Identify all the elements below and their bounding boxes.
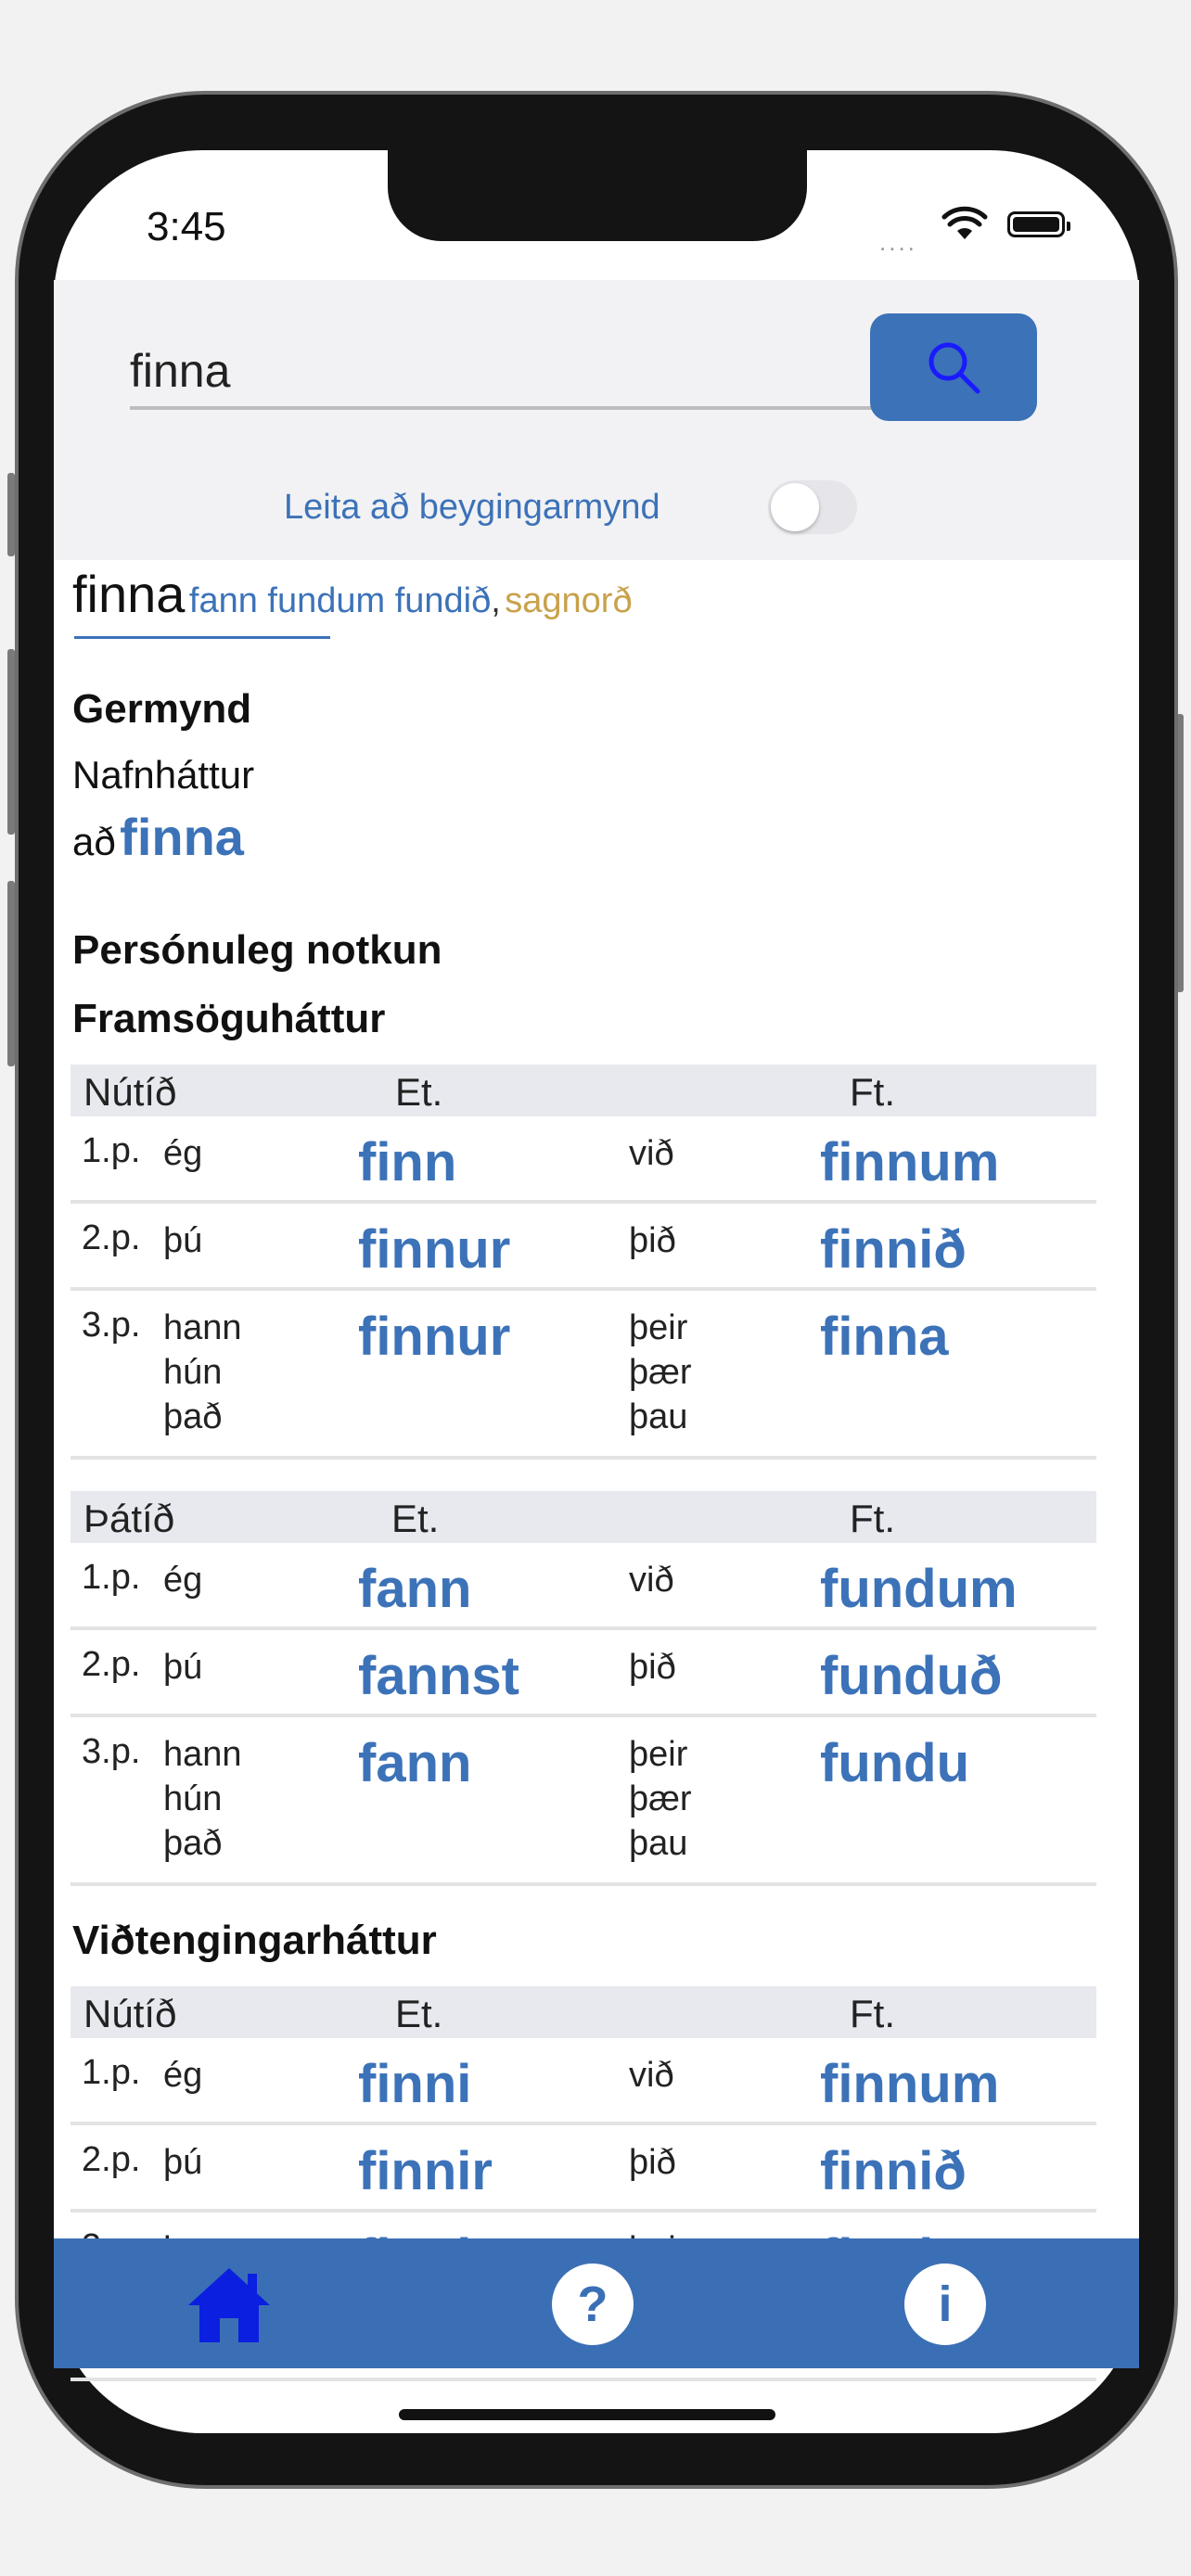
person-label: 2.p. [82, 1645, 141, 1684]
infinitive [72, 807, 244, 867]
singular-label: Et. [395, 1992, 443, 2035]
verb-plural: finnum [820, 1132, 1000, 1192]
verb-singular: finn [358, 1132, 457, 1192]
tab-bar [54, 2238, 1139, 2368]
pronoun-plural: þeir þær þau [629, 1735, 692, 1863]
table-header [70, 1491, 1096, 1543]
status-bar [54, 150, 1139, 280]
tab-home[interactable] [187, 2263, 271, 2346]
question-icon: ? [552, 2264, 634, 2345]
signal-indicator: .... [879, 228, 917, 256]
verb-singular: finnur [358, 1219, 511, 1280]
pronoun-singular: hann hún það [163, 1308, 242, 1436]
verb-plural: finnum [820, 2054, 1000, 2114]
principal-parts: fann fundum fundið [188, 581, 492, 620]
pronoun-singular: ég [163, 1561, 203, 1600]
table-row [70, 1630, 1096, 1717]
pronoun-plural: þið [629, 2143, 676, 2182]
pronoun-plural: við [629, 1561, 674, 1600]
table-row [70, 1291, 1096, 1460]
singular-label: Et. [395, 1070, 443, 1114]
side-button-left-1 [7, 473, 15, 556]
verb-singular: finni [358, 2054, 472, 2114]
headword-underline [74, 636, 330, 639]
search-input[interactable] [130, 336, 872, 410]
tense-label: Þátíð [83, 1497, 175, 1540]
verb-singular: fann [358, 1733, 472, 1793]
tense-label: Nútíð [83, 1992, 177, 2035]
side-button-left-3 [7, 881, 15, 1066]
person-label: 3.p. [82, 1306, 141, 1345]
headword: finna [72, 565, 186, 623]
status-time: 3:45 [147, 204, 226, 249]
table-header [70, 1065, 1096, 1116]
table-indicative-present [70, 1065, 1096, 1460]
entry-content[interactable] [54, 560, 1139, 2238]
pronoun-plural: þið [629, 1221, 676, 1260]
table-row [70, 2125, 1096, 2213]
verb-plural: finna [820, 1307, 949, 1367]
infinitive-word: finna [120, 808, 244, 866]
battery-icon [1007, 211, 1065, 237]
plural-label: Ft. [850, 1070, 895, 1114]
person-label: 1.p. [82, 2053, 141, 2092]
voice-heading: Germynd [72, 686, 252, 732]
tab-info[interactable] [903, 2263, 987, 2346]
headword-line [72, 564, 633, 624]
pronoun-singular: þú [163, 1648, 203, 1687]
pronoun-plural: þeir þær þau [629, 1308, 692, 1436]
part-of-speech: sagnorð [505, 581, 633, 620]
pronoun-singular: hann hún það [163, 1735, 242, 1863]
inflection-search-toggle[interactable] [768, 480, 857, 534]
pronoun-plural: við [629, 2056, 674, 2095]
person-label: 1.p. [82, 1558, 141, 1597]
table-indicative-past [70, 1491, 1096, 1886]
pronoun-singular: þú [163, 2143, 203, 2182]
verb-singular: fannst [358, 1646, 519, 1706]
verb-singular: finnir [358, 2141, 493, 2201]
pronoun-singular: þú [163, 1221, 203, 1260]
table-row [70, 2038, 1096, 2125]
table-row [70, 1717, 1096, 1886]
indicative-heading: Framsöguháttur [72, 996, 386, 1041]
info-icon: i [904, 2264, 986, 2345]
phone-frame [15, 91, 1178, 2489]
search-area [54, 280, 1139, 560]
personal-heading: Persónuleg notkun [72, 927, 442, 973]
infinitive-label: Nafnháttur [72, 753, 255, 797]
toggle-label: Leita að beygingarmynd [284, 488, 660, 527]
singular-label: Et. [391, 1497, 440, 1540]
verb-singular: finnur [358, 1307, 511, 1367]
verb-singular: fann [358, 1559, 472, 1619]
tense-label: Nútíð [83, 1070, 177, 1114]
phone-screen [54, 150, 1139, 2433]
table-header [70, 1986, 1096, 2038]
search-icon [924, 338, 983, 397]
notch [388, 150, 807, 241]
person-label: 2.p. [82, 1218, 141, 1257]
plural-label: Ft. [850, 1497, 895, 1540]
table-row [70, 1543, 1096, 1630]
verb-plural: fundu [820, 1733, 970, 1793]
headword-comma: , [491, 581, 501, 620]
table-row [70, 1204, 1096, 1291]
pronoun-singular: ég [163, 1134, 203, 1173]
verb-plural: funduð [820, 1646, 1003, 1706]
verb-plural: finnið [820, 1219, 967, 1280]
side-button-left-2 [7, 649, 15, 835]
verb-plural: finnið [820, 2141, 967, 2201]
pronoun-plural: þið [629, 1648, 676, 1687]
home-icon [186, 2264, 272, 2344]
person-label: 2.p. [82, 2140, 141, 2179]
toggle-knob [771, 483, 819, 531]
table-row [70, 1116, 1096, 1204]
tab-help[interactable] [551, 2263, 634, 2346]
person-label: 3.p. [82, 1732, 141, 1771]
plural-label: Ft. [850, 1992, 895, 2035]
wifi-icon [942, 208, 987, 241]
search-button[interactable] [870, 313, 1037, 421]
subjunctive-heading: Viðtengingarháttur [72, 1918, 437, 1963]
verb-plural: fundum [820, 1559, 1018, 1619]
inflection-search-row [54, 475, 1139, 540]
home-indicator[interactable] [399, 2409, 775, 2420]
infinitive-prefix: að [72, 820, 116, 863]
pronoun-plural: við [629, 1134, 674, 1173]
pronoun-singular: ég [163, 2056, 203, 2095]
person-label: 1.p. [82, 1131, 141, 1170]
